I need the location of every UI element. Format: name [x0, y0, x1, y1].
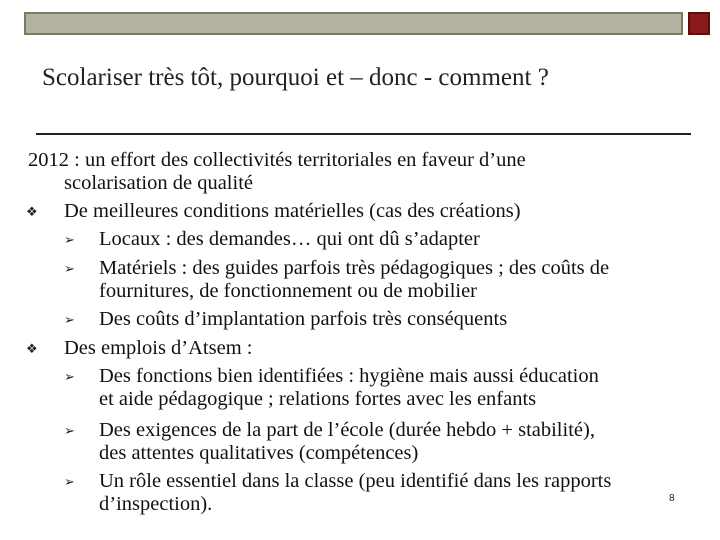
sub-2-2-line-1: Des exigences de la part de l’école (durée hebdo + stabilité),: [99, 419, 595, 441]
sub-1-3-line-1: Des coûts d’implantation parfois très conséquents: [99, 308, 508, 330]
sub-2-1-line-1: Des fonctions bien identifiées : hygiène mais aussi éducation: [99, 365, 599, 387]
bullet-2-text: Des emplois d’Atsem :: [64, 337, 253, 359]
slide-title: Scolariser très tôt, pourquoi et – donc - comment ?: [42, 64, 549, 91]
title-underline: [36, 133, 691, 135]
intro-line-2: scolarisation de qualité: [64, 172, 253, 194]
bullet-1-text: De meilleures conditions matérielles (cas des créations): [64, 200, 521, 222]
sub-1-2-line-2: fournitures, de fonctionnement ou de mobilier: [99, 280, 478, 302]
sub-1-2-line-1: Matériels : des guides parfois très pédagogiques ; des coûts de: [99, 257, 610, 279]
header-bar: [24, 12, 683, 35]
sub-2-3-line-1: Un rôle essentiel dans la classe (peu identifié dans les rapports: [99, 470, 612, 492]
diamond-bullet-icon: ❖: [26, 204, 38, 219]
sub-2-1-line-2: et aide pédagogique ; relations fortes avec les enfants: [99, 388, 537, 410]
sub-1-1-line-1: Locaux : des demandes… qui ont dû s’adapter: [99, 228, 480, 250]
intro-line-1: 2012 : un effort des collectivités territoriales en faveur d’une: [28, 149, 526, 171]
arrowhead-bullet-icon: ➢: [64, 474, 75, 489]
arrowhead-bullet-icon: ➢: [64, 312, 75, 327]
page-number: 8: [669, 493, 675, 504]
sub-2-2-line-2: des attentes qualitatives (compétences): [99, 442, 419, 464]
arrowhead-bullet-icon: ➢: [64, 232, 75, 247]
arrowhead-bullet-icon: ➢: [64, 261, 75, 276]
arrowhead-bullet-icon: ➢: [64, 423, 75, 438]
header-accent-box: [688, 12, 710, 35]
arrowhead-bullet-icon: ➢: [64, 369, 75, 384]
sub-2-3-line-2: d’inspection).: [99, 493, 213, 515]
diamond-bullet-icon: ❖: [26, 341, 38, 356]
